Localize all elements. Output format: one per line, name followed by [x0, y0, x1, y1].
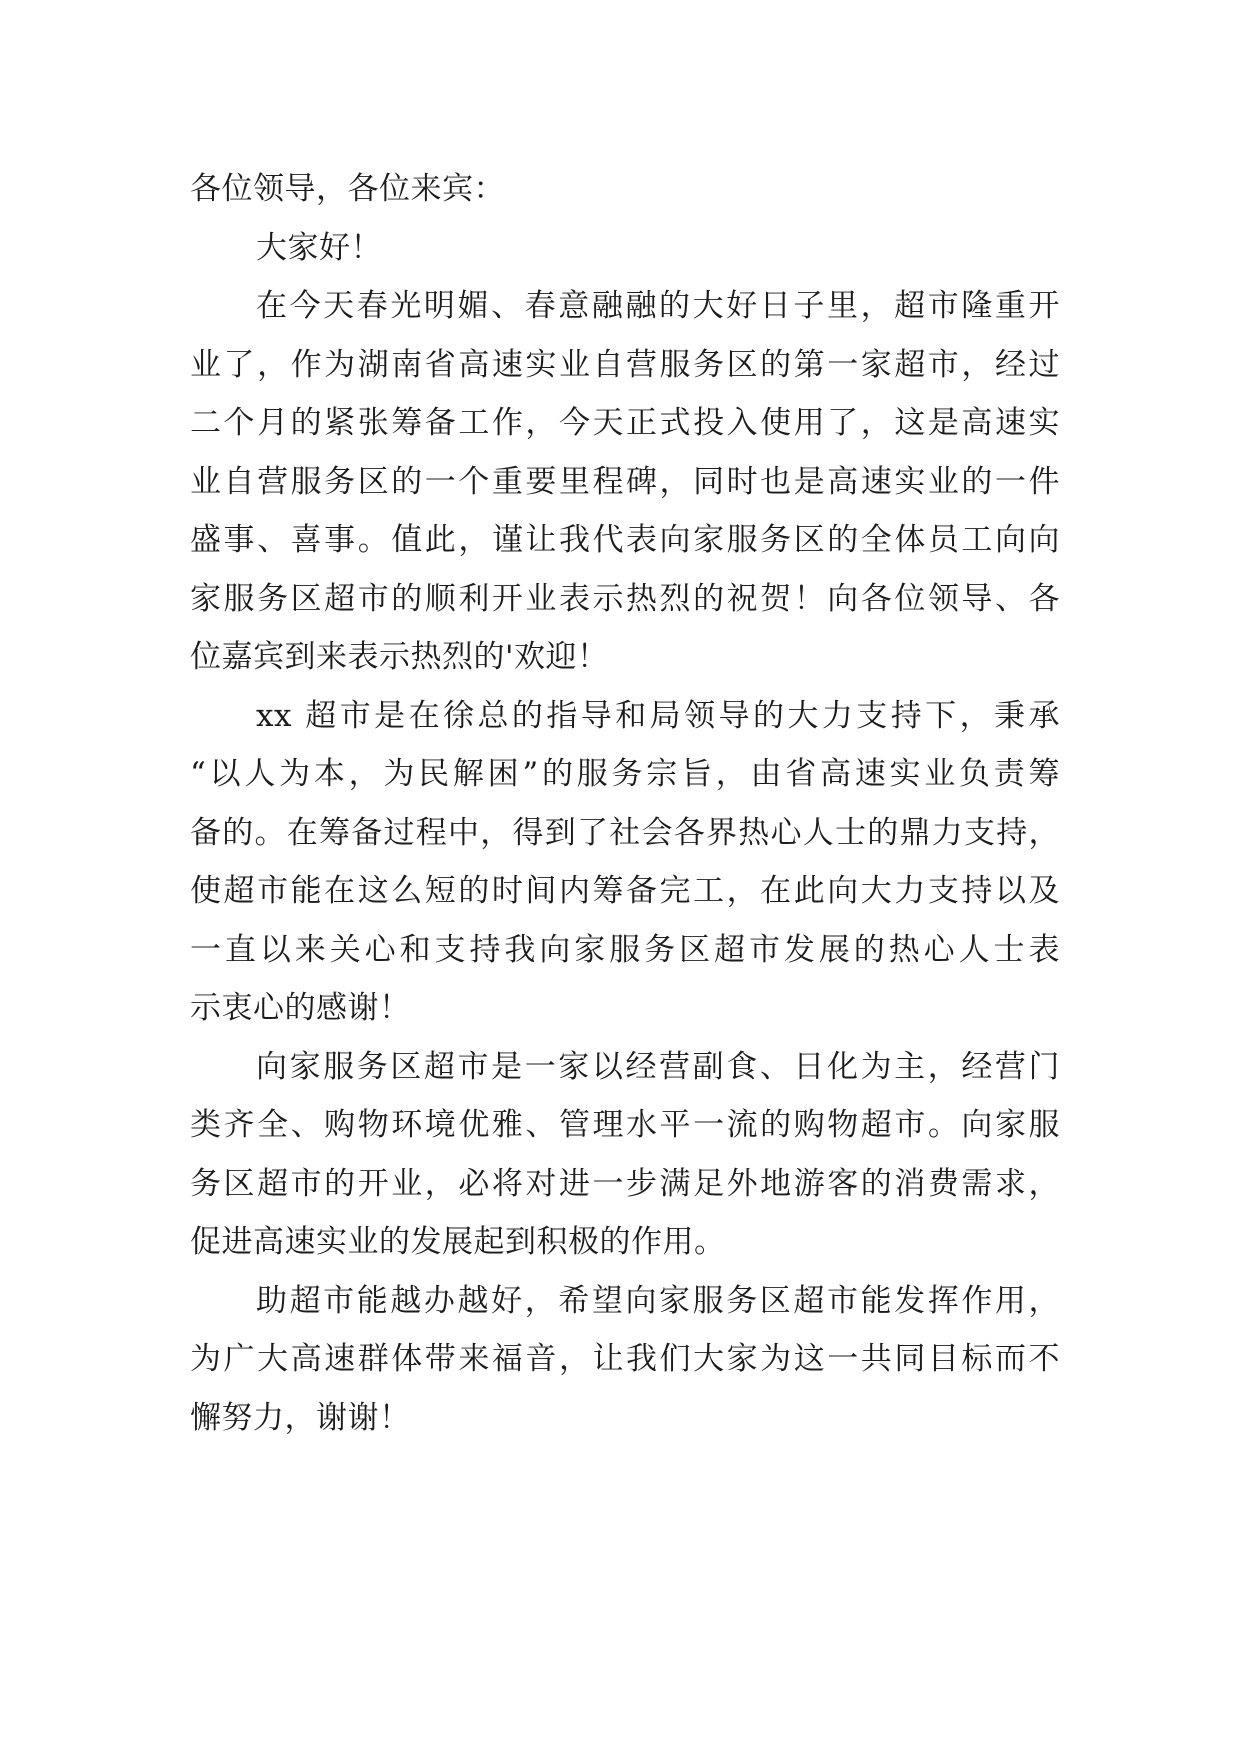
paragraph-line: 业了，作为湖南省高速实业自营服务区的第一家超市，经过	[190, 346, 1060, 383]
paragraph-line: 助超市能越办越好，希望向家服务区超市能发挥作用，	[256, 1282, 1060, 1319]
paragraph-line: 为广大高速群体带来福音，让我们大家为这一共同目标而不	[190, 1341, 1060, 1377]
paragraph-line: xx 超市是在徐总的指导和局领导的大力支持下，秉承	[256, 697, 1060, 734]
paragraph-4	[190, 1272, 1060, 1448]
paragraph-line: 家服务区超市的顺利开业表示热烈的祝贺！向各位领导、各	[190, 580, 1060, 617]
paragraph-line: 懈努力，谢谢！	[190, 1399, 411, 1436]
document-body	[190, 160, 1060, 1447]
paragraph-line: “以人为本，为民解困”的服务宗旨，由省高速实业负责筹	[190, 756, 1060, 792]
paragraph-line: 盛事、喜事。值此，谨让我代表向家服务区的全体员工向向	[190, 522, 1060, 558]
paragraph-1	[190, 277, 1060, 687]
paragraph-line: 业自营服务区的一个重要里程碑，同时也是高速实业的一件	[190, 463, 1060, 500]
greeting: 大家好！	[256, 229, 382, 266]
paragraph-line: 位嘉宾到来表示热烈的'欢迎！	[190, 639, 609, 675]
paragraph-line: 使超市能在这么短的时间内筹备完工，在此向大力支持以及	[190, 873, 1060, 909]
paragraph-line: 在今天春光明媚、春意融融的大好日子里，超市隆重开	[256, 288, 1060, 324]
paragraph-3	[190, 1038, 1060, 1272]
paragraph-line: 促进高速实业的发展起到积极的作用。	[190, 1224, 726, 1260]
paragraph-2	[190, 687, 1060, 1038]
paragraph-line: 类齐全、购物环境优雅、管理水平一流的购物超市。向家服	[190, 1107, 1060, 1143]
paragraph-line: 示衷心的感谢！	[190, 990, 411, 1026]
paragraph-line: 备的。在筹备过程中，得到了社会各界热心人士的鼎力支持，	[190, 814, 1060, 851]
paragraph-line: 一直以来关心和支持我向家服务区超市发展的热心人士表	[190, 931, 1060, 968]
salutation: 各位领导，各位来宾：	[190, 171, 505, 207]
paragraph-line: 二个月的紧张筹备工作，今天正式投入使用了，这是高速实	[190, 405, 1060, 441]
paragraph-line: 务区超市的开业，必将对进一步满足外地游客的消费需求，	[190, 1165, 1060, 1202]
paragraph-line: 向家服务区超市是一家以经营副食、日化为主，经营门	[256, 1048, 1060, 1085]
